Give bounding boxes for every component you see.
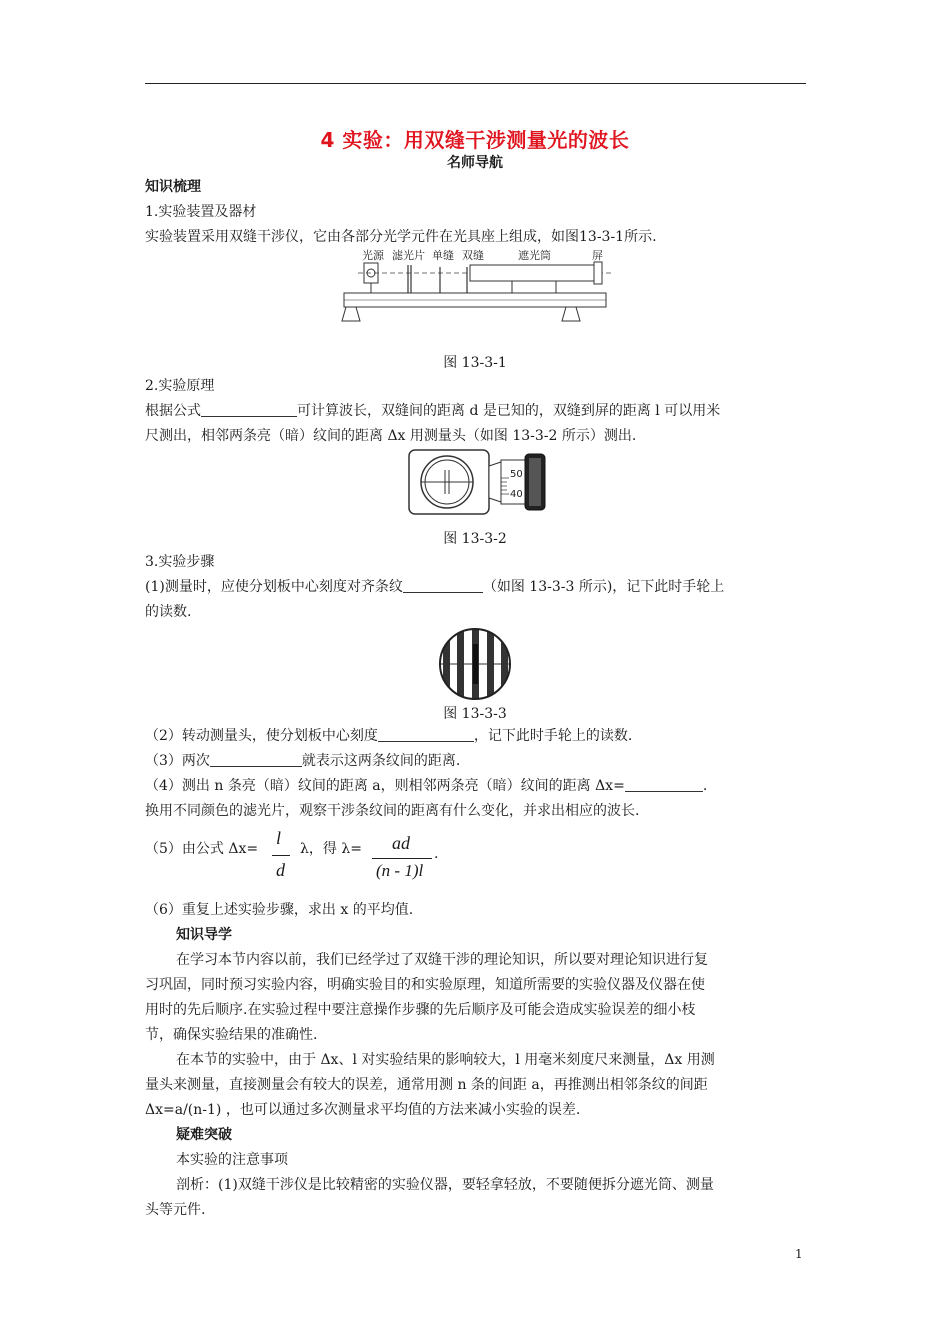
text: （如图 13-3-3 所示)，记下此时手轮上 — [482, 579, 725, 595]
text: 可计算波长，双缝间的距离 d 是已知的，双缝到屏的距离 l 可以用米 — [297, 403, 721, 419]
blank-formula[interactable] — [201, 402, 297, 417]
guide-heading: 知识导学 — [176, 927, 232, 943]
guide-paragraph-2-line-3: Δx=a/(n-1) ，也可以通过多次测量求平均值的方法来减小实验的误差. — [145, 1102, 581, 1118]
blank-readings[interactable] — [210, 752, 302, 767]
label-filter: 滤光片 — [392, 249, 425, 262]
section-1-heading: 1.实验装置及器材 — [145, 204, 257, 220]
step-5-end: . — [434, 846, 439, 862]
difficulty-line-1: 本实验的注意事项 — [176, 1152, 288, 1168]
text: . — [702, 778, 708, 794]
figure-1-caption: 图 13-3-1 — [443, 355, 507, 371]
section-2-text-1 — [145, 402, 808, 421]
step-4-line-2: 换用不同颜色的滤光片，观察干涉条纹间的距离有什么变化，并求出相应的波长. — [145, 803, 640, 819]
fraction-2-bar — [372, 858, 432, 859]
scale-label-40: 40 — [510, 489, 523, 500]
fraction-1-denominator: d — [276, 860, 285, 880]
step-5-lead: （5）由公式 Δx= — [145, 841, 259, 857]
section-2-text-2: 尺测出，相邻两条亮（暗）纹间的距离 Δx 用测量头（如图 13-3-2 所示）测出. — [145, 428, 637, 444]
blank-align[interactable] — [378, 727, 474, 742]
blank-fringe[interactable] — [403, 578, 483, 593]
section-3-heading: 3.实验步骤 — [145, 554, 215, 570]
guide-paragraph-2-line-2: 量头来测量，直接测量会有较大的误差，通常用测 n 条的间距 a，再推测出相邻条纹的间距 — [145, 1077, 708, 1093]
difficulty-heading: 疑难突破 — [176, 1127, 232, 1143]
text: （4）测出 n 条亮（暗）纹间的距离 a，则相邻两条亮（暗）纹间的距离 Δx= — [145, 778, 625, 794]
section-2-heading: 2.实验原理 — [145, 378, 215, 394]
blank-delta-x[interactable] — [625, 777, 703, 792]
page-number: 1 — [795, 1247, 803, 1261]
figure-2-caption: 图 13-3-2 — [443, 531, 507, 547]
figure-fringes — [437, 626, 513, 702]
guide-paragraph-1-line-3: 用时的先后顺序.在实验过程中要注意操作步骤的先后顺序及可能会造成实验误差的细小枝 — [145, 1002, 696, 1018]
label-screen: 屏 — [592, 249, 603, 262]
page-subtitle: 名师导航 — [447, 155, 503, 171]
figure-3-caption: 图 13-3-3 — [443, 706, 507, 722]
step-1-line-2: 的读数. — [145, 604, 192, 620]
section-1-text: 实验装置采用双缝干涉仪，它由各部分光学元件在光具座上组成，如图13-3-1所示. — [145, 229, 657, 245]
text: ，记下此时手轮上的读数. — [473, 728, 633, 744]
label-single-slit: 单缝 — [432, 249, 454, 262]
label-shade-tube: 遮光筒 — [518, 249, 551, 262]
guide-paragraph-1-line-4: 节，确保实验结果的准确性. — [145, 1027, 318, 1043]
fraction-2-denominator: (n - 1)l — [376, 861, 424, 880]
figure-measuring-head — [407, 448, 547, 516]
header-rule — [145, 83, 806, 84]
step-6: （6）重复上述实验步骤，求出 x 的平均值. — [145, 902, 414, 918]
difficulty-line-2: 剖析：(1)双缝干涉仪是比较精密的实验仪器，要轻拿轻放，不要随便拆分遮光筒、测量 — [176, 1177, 714, 1193]
step-1-line-1 — [145, 578, 808, 597]
step-2 — [145, 727, 808, 746]
scale-label-50: 50 — [510, 469, 523, 480]
text: （2）转动测量头，使分划板中心刻度 — [145, 728, 378, 744]
figure-apparatus — [336, 245, 616, 327]
text: （3）两次 — [145, 753, 210, 769]
fraction-1-bar — [272, 855, 290, 856]
label-light-source: 光源 — [362, 249, 384, 262]
step-3 — [145, 752, 808, 771]
guide-paragraph-2-line-1: 在本节的实验中，由于 Δx、l 对实验结果的影响较大，l 用毫米刻度尺来测量，Δx 用测 — [176, 1052, 715, 1068]
guide-paragraph-1-line-1: 在学习本节内容以前，我们已经学过了双缝干涉的理论知识，所以要对理论知识进行复 — [176, 952, 708, 968]
text: 就表示这两条纹间的距离. — [301, 753, 461, 769]
difficulty-line-3: 头等元件. — [145, 1202, 206, 1218]
fraction-2-numerator: ad — [392, 833, 410, 853]
label-double-slit: 双缝 — [462, 249, 484, 262]
step-4-line-1 — [145, 777, 808, 796]
text: 根据公式 — [145, 403, 201, 419]
text: (1)测量时，应使分划板中心刻度对齐条纹 — [145, 579, 403, 595]
guide-paragraph-1-line-2: 习巩固，同时预习实验内容，明确实验目的和实验原理，知道所需要的实验仪器及仪器在使 — [145, 977, 705, 993]
fraction-1-numerator: l — [276, 828, 282, 848]
step-5-middle: λ，得 λ= — [300, 841, 362, 857]
section-knowledge-review: 知识梳理 — [145, 179, 201, 195]
page-title: 4 实验：用双缝干涉测量光的波长 — [320, 128, 630, 152]
